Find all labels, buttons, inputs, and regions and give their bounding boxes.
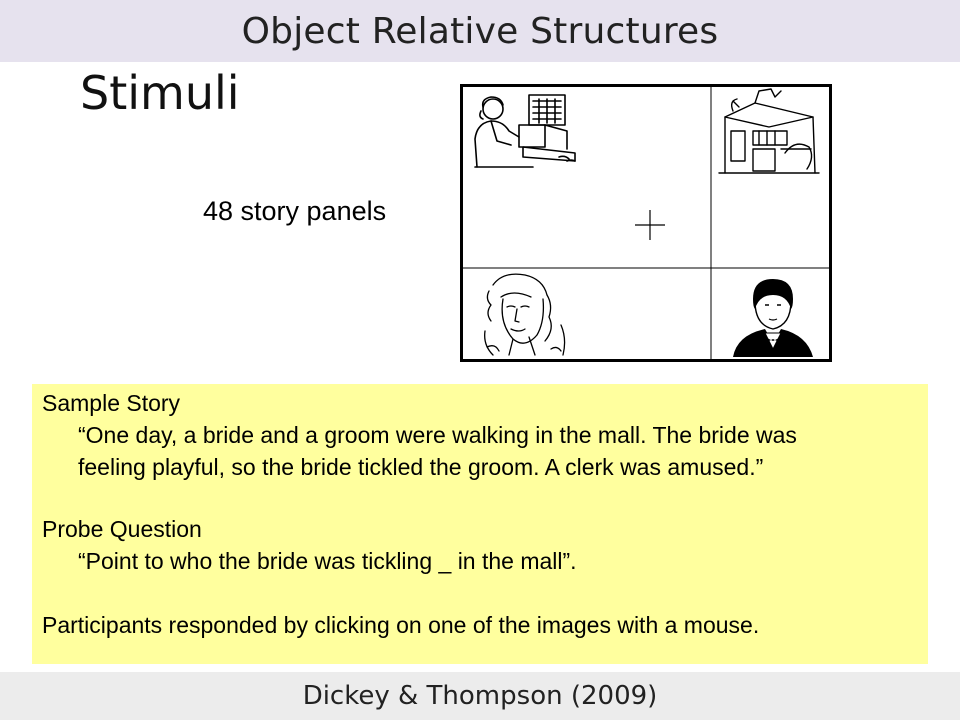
bride-icon <box>485 274 565 355</box>
sample-story-line-1: “One day, a bride and a groom were walking in the mall. The bride was <box>78 422 797 448</box>
probe-question-heading: Probe Question <box>42 516 202 542</box>
title-bar <box>0 0 960 62</box>
groom-icon <box>733 279 813 357</box>
sample-story-heading: Sample Story <box>42 390 181 416</box>
slide-title: Object Relative Structures <box>241 10 719 52</box>
story-panel <box>460 84 832 362</box>
sample-story-box <box>32 384 928 664</box>
fixation-cross-icon <box>635 210 665 240</box>
citation: Dickey & Thompson (2009) <box>302 681 658 711</box>
story-panel-drawing <box>463 87 829 359</box>
section-heading: Stimuli <box>80 66 240 120</box>
mall-building-icon <box>719 89 819 173</box>
clerk-at-cash-register-icon <box>475 95 575 167</box>
sample-story-line-2: feeling playful, so the bride tickled the groom. A clerk was amused.” <box>78 454 764 480</box>
footer-bar <box>0 672 960 720</box>
participants-note: Participants responded by clicking on one of the images with a mouse. <box>42 612 760 638</box>
probe-question-text: “Point to who the bride was tickling _ in the mall”. <box>78 548 577 574</box>
panels-count-label: 48 story panels <box>203 196 387 226</box>
